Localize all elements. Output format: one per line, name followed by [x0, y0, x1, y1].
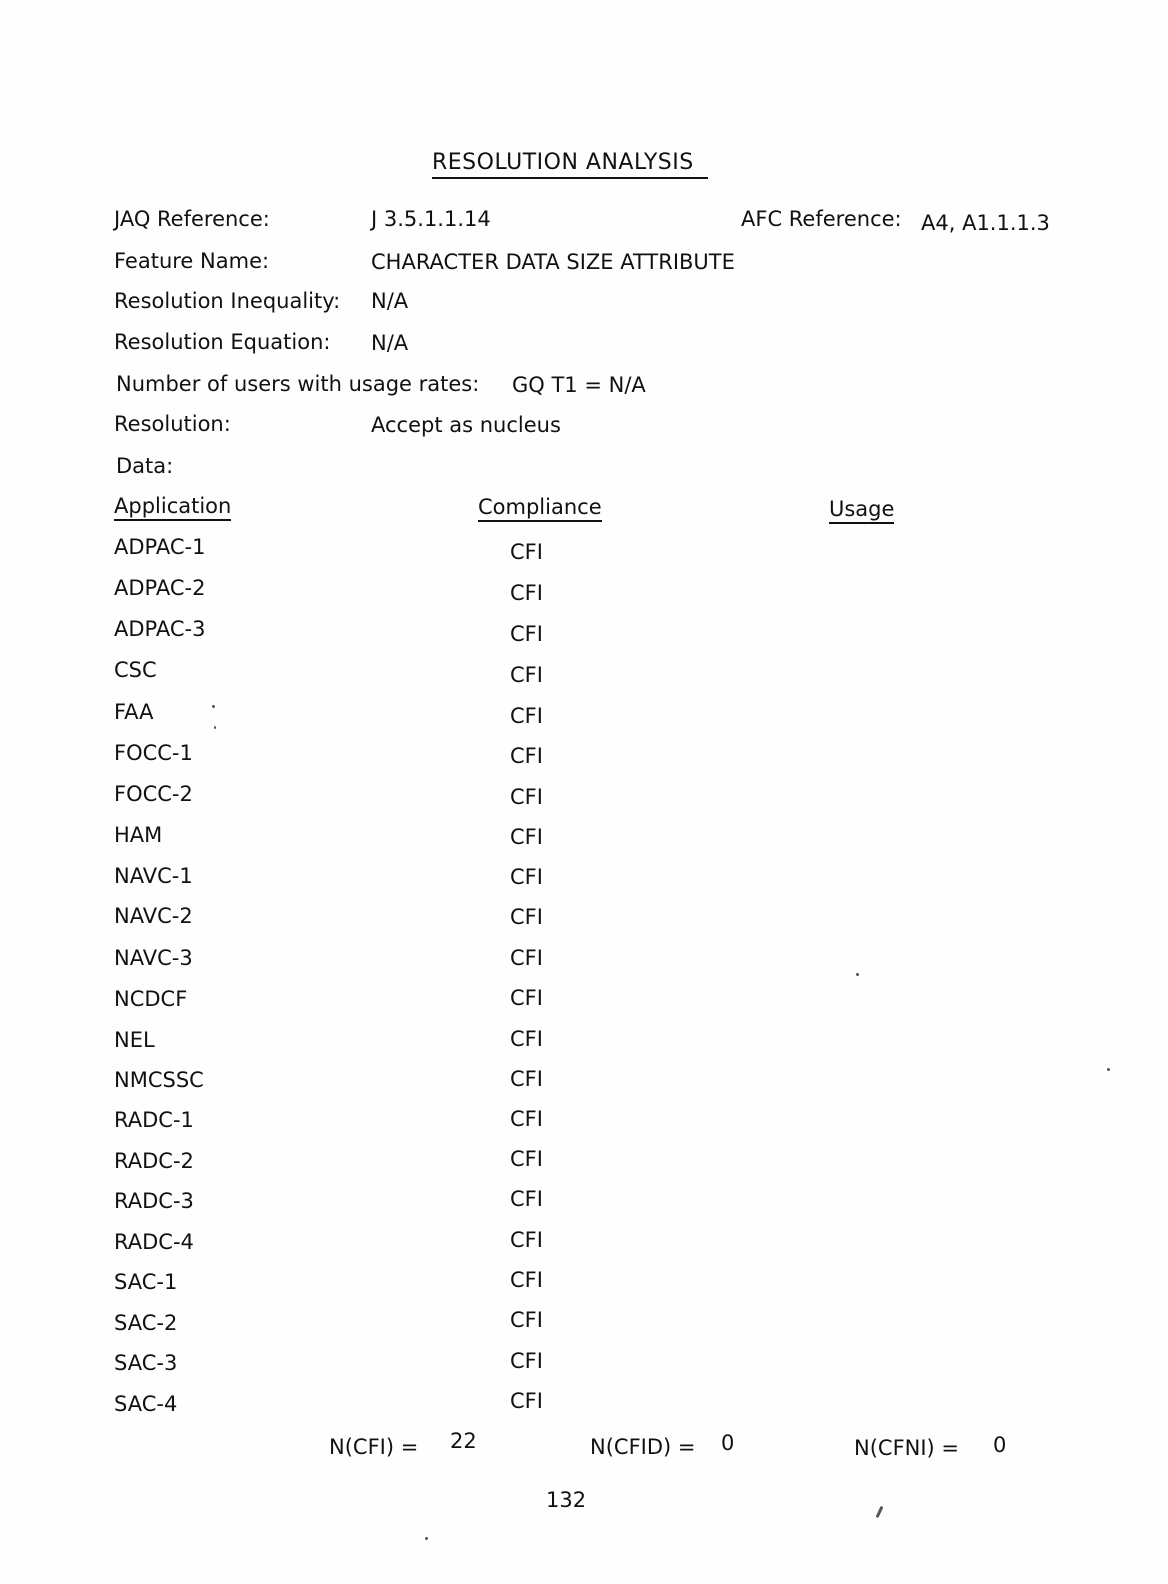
compliance-value: CFI: [510, 663, 543, 687]
cfid-count-value: 0: [721, 1431, 735, 1455]
application-name: RADC-4: [114, 1230, 194, 1254]
application-name: SAC-1: [114, 1270, 178, 1294]
compliance-value: CFI: [510, 946, 543, 970]
compliance-value: CFI: [510, 785, 543, 809]
compliance-value: CFI: [510, 1349, 543, 1373]
application-name: FAA: [114, 700, 154, 724]
compliance-value: CFI: [510, 1147, 543, 1171]
application-name: SAC-3: [114, 1351, 178, 1375]
scan-speck: [214, 726, 216, 729]
cfi-count-label: N(CFI) =: [329, 1435, 419, 1459]
compliance-value: CFI: [510, 865, 543, 889]
application-name: SAC-2: [114, 1311, 178, 1335]
scan-speck: [1107, 1068, 1110, 1071]
usage-rates-label: Number of users with usage rates:: [116, 372, 480, 396]
resolution-inequality-value: N/A: [371, 289, 409, 313]
compliance-value: CFI: [510, 905, 543, 929]
compliance-value: CFI: [510, 540, 543, 564]
application-name: ADPAC-2: [114, 576, 206, 600]
application-name: ADPAC-1: [114, 535, 206, 559]
compliance-value: CFI: [510, 1389, 543, 1413]
compliance-value: CFI: [510, 1067, 543, 1091]
application-name: CSC: [114, 658, 157, 682]
application-name: FOCC-1: [114, 741, 193, 765]
cfni-count-label: N(CFNI) =: [854, 1436, 960, 1460]
compliance-value: CFI: [510, 581, 543, 605]
application-name: NEL: [114, 1028, 155, 1052]
compliance-value: CFI: [510, 1228, 543, 1252]
scan-speck: [856, 973, 859, 976]
application-name: HAM: [114, 823, 163, 847]
jaq-reference-value: J 3.5.1.1.14: [371, 207, 491, 231]
scan-speck: [425, 1537, 428, 1540]
application-name: FOCC-2: [114, 782, 193, 806]
resolution-equation-label: Resolution Equation:: [114, 330, 331, 354]
application-name: NCDCF: [114, 987, 188, 1011]
compliance-value: CFI: [510, 622, 543, 646]
application-name: NAVC-3: [114, 946, 193, 970]
compliance-value: CFI: [510, 1268, 543, 1292]
application-name: RADC-2: [114, 1149, 194, 1173]
compliance-value: CFI: [510, 825, 543, 849]
compliance-value: CFI: [510, 704, 543, 728]
compliance-value: CFI: [510, 1187, 543, 1211]
application-name: RADC-3: [114, 1189, 194, 1213]
compliance-value: CFI: [510, 1308, 543, 1332]
afc-reference-label: AFC Reference:: [741, 207, 902, 231]
resolution-equation-value: N/A: [371, 331, 409, 355]
feature-name-value: CHARACTER DATA SIZE ATTRIBUTE: [371, 250, 735, 274]
scan-speck: [212, 705, 215, 708]
page-number: 132: [546, 1488, 587, 1512]
resolution-value: Accept as nucleus: [371, 413, 561, 437]
application-name: NAVC-1: [114, 864, 193, 888]
compliance-value: CFI: [510, 744, 543, 768]
application-name: RADC-1: [114, 1108, 194, 1132]
compliance-column-header: Compliance: [478, 495, 602, 522]
jaq-reference-label: JAQ Reference:: [114, 207, 270, 231]
application-name: SAC-4: [114, 1392, 178, 1416]
usage-column-header: Usage: [829, 497, 894, 524]
page-title: RESOLUTION ANALYSIS: [432, 150, 708, 179]
cfi-count-value: 22: [450, 1429, 477, 1453]
application-name: ADPAC-3: [114, 617, 206, 641]
application-name: NMCSSC: [114, 1068, 204, 1092]
feature-name-label: Feature Name:: [114, 249, 270, 273]
usage-rates-value: GQ T1 = N/A: [512, 373, 646, 397]
compliance-value: CFI: [510, 986, 543, 1010]
resolution-inequality-label: Resolution Inequality:: [114, 289, 341, 313]
cfni-count-value: 0: [993, 1433, 1007, 1457]
afc-reference-value: A4, A1.1.1.3: [921, 211, 1050, 235]
cfid-count-label: N(CFID) =: [590, 1435, 696, 1459]
compliance-value: CFI: [510, 1107, 543, 1131]
application-column-header: Application: [114, 494, 231, 521]
resolution-label: Resolution:: [114, 412, 231, 436]
application-name: NAVC-2: [114, 904, 193, 928]
compliance-value: CFI: [510, 1027, 543, 1051]
data-label: Data:: [116, 454, 174, 478]
